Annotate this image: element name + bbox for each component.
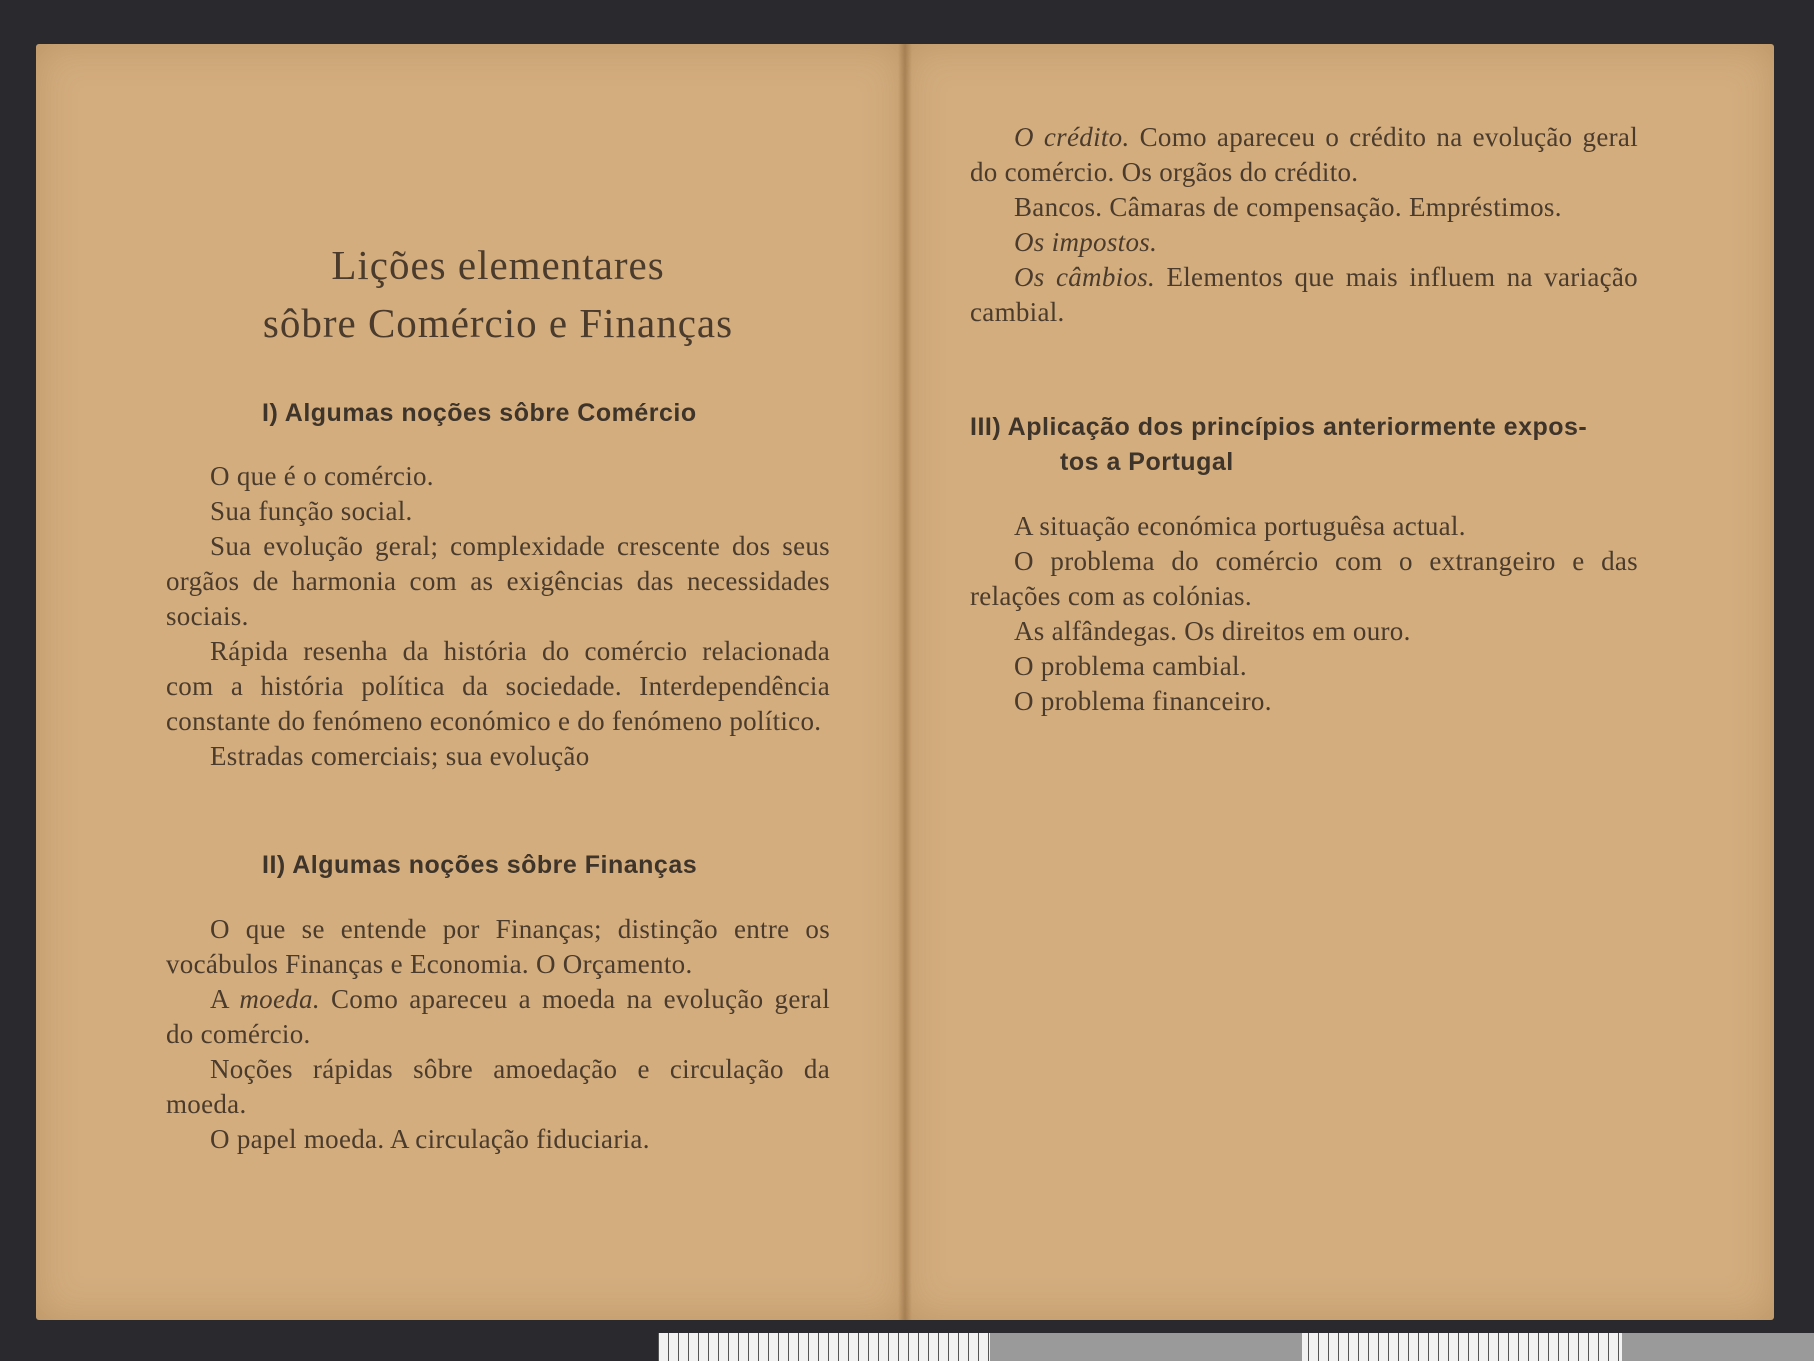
italic-term: O crédito. [1014,122,1130,152]
paragraph: O papel moeda. A circulação fiduciaria. [210,1124,650,1154]
title-line-2: sôbre Comércio e Finanças [262,300,734,346]
text-span: Como apareceu o crédito na evolução geral do comércio. Os orgãos do crédito. [970,122,1638,187]
italic-term: Os câmbios. [1014,262,1156,292]
section-1-heading: I) Algumas noções sôbre Comércio [262,399,697,427]
italic-term: moeda. [239,984,320,1014]
page-fold [898,44,912,1320]
paragraph: O que se entende por Finanças; distinção entre os vocábulos Finanças e Economia. O Orçamento. [166,914,830,979]
heading-line-2: tos a Portugal [1060,448,1234,476]
paragraph: O que é o comércio. [210,461,434,491]
section-1-body [166,459,830,774]
paragraph: Sua evolução geral; complexidade crescente dos seus orgãos de harmonia com as exigências das necessidades sociais. [166,531,830,631]
text-span: A [210,984,240,1014]
paragraph [970,120,1638,190]
paragraph: Estradas comerciais; sua evolução [210,741,590,771]
text-span: Como apareceu a moeda na evolução geral do comércio. [166,984,830,1049]
paragraph: O problema do comércio com o extrangeiro e das relações com as colónias. [970,546,1638,611]
paragraph: Sua função social. [210,496,413,526]
paragraph: A situação económica portuguêsa actual. [1014,511,1466,541]
paragraph [166,982,830,1052]
section-3-heading [970,410,1650,480]
title-line-1: Lições elementares [331,242,665,288]
section-2-body [166,912,830,1157]
paragraph: Rápida resenha da história do comércio relacionada com a história política da sociedade. Interdependência constante do fenómeno económico e do fenómeno político. [166,636,830,736]
ruler-segment [990,1333,1302,1361]
document-title [166,236,830,352]
italic-term: Os impostos. [1014,227,1158,257]
paragraph [970,225,1638,260]
text-span: Elementos que mais influem na variação cambial. [970,262,1638,327]
ruler-segment [1622,1333,1814,1361]
paragraph [970,260,1638,330]
section-3-body [970,509,1638,719]
section-2-heading: II) Algumas noções sôbre Finanças [262,851,698,879]
paragraph: As alfândegas. Os direitos em ouro. [1014,616,1411,646]
paragraph: Bancos. Câmaras de compensação. Empréstimos. [1014,192,1562,222]
finance-continued-body [970,120,1638,330]
paragraph: O problema cambial. [1014,651,1247,681]
paragraph: Noções rápidas sôbre amoedação e circulação da moeda. [166,1054,830,1119]
paragraph: O problema financeiro. [1014,686,1272,716]
heading-line-1: III) Aplicação dos princípios anteriormente expos- [970,413,1588,441]
